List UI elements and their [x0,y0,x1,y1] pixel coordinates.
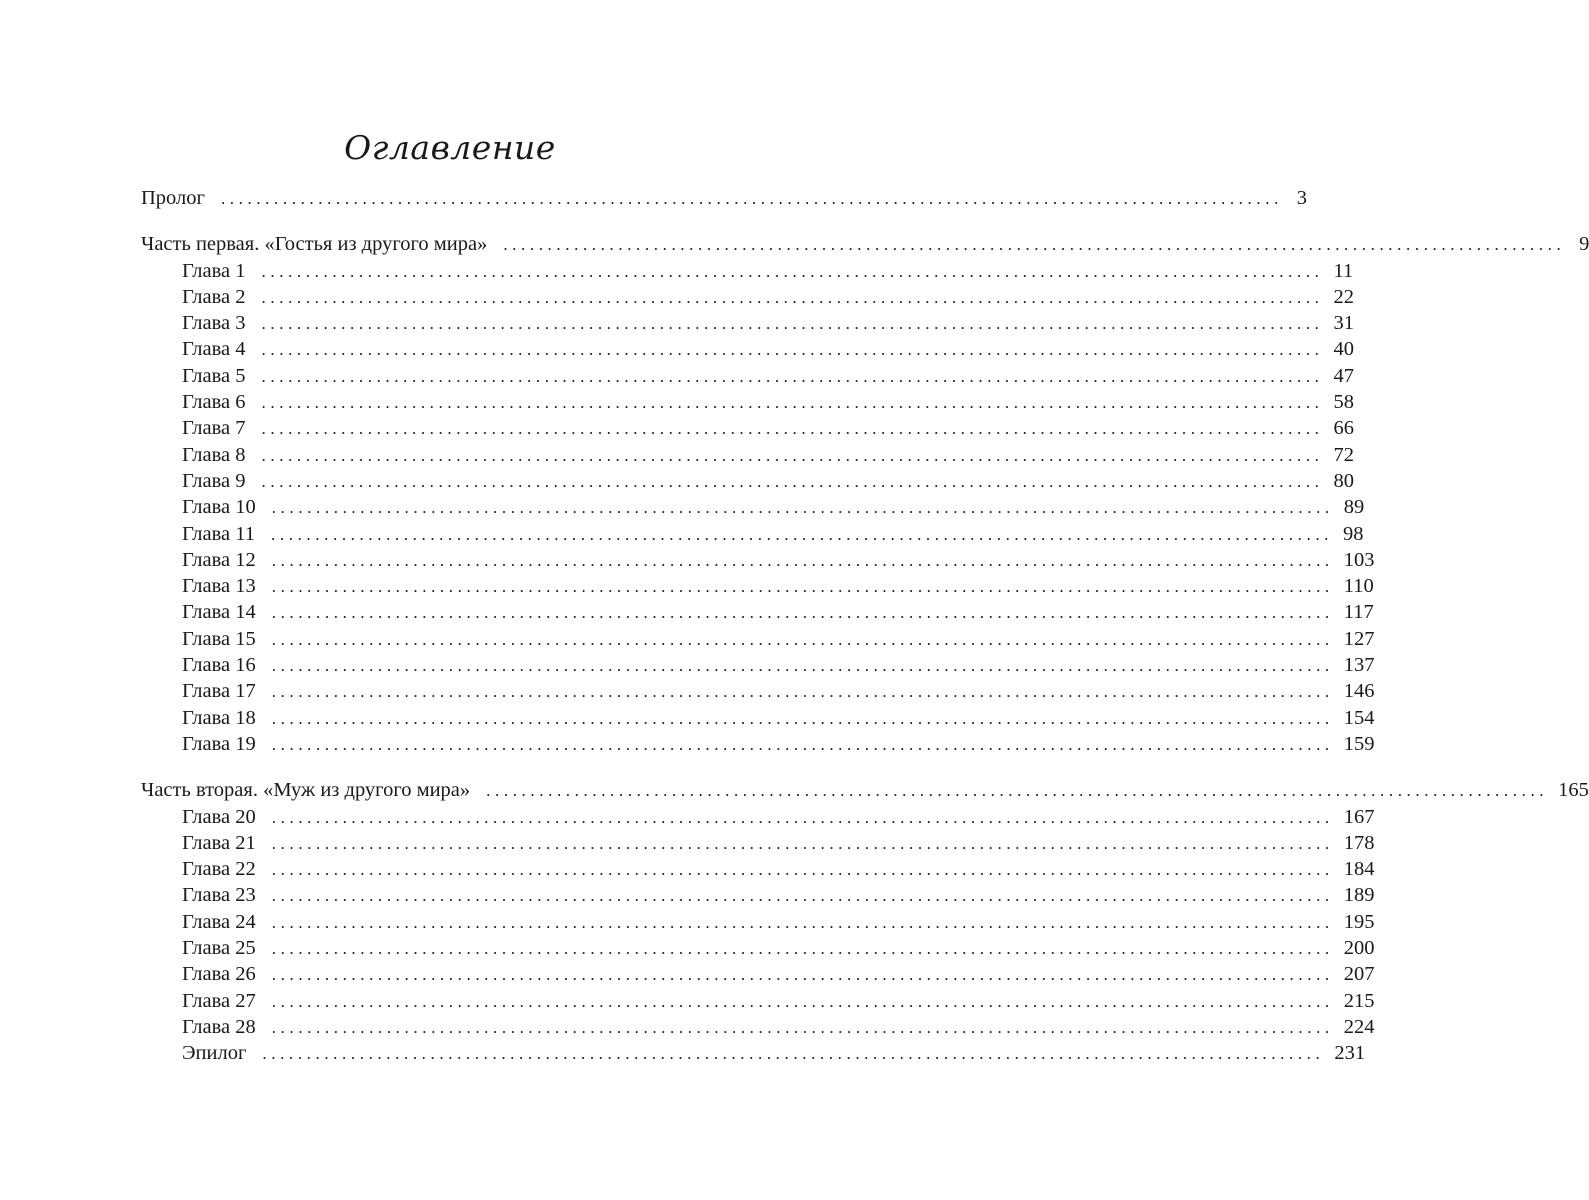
dot-leader: ........................................................................................................................ [261,471,1324,491]
toc-chapter-entry [141,678,1375,704]
toc-entry-label: Глава 10 [182,496,256,519]
toc-chapter-entry [141,909,1375,935]
toc-page-number: 189 [1343,884,1375,907]
toc-page-number: 72 [1333,443,1355,466]
dot-leader: ........................................................................................................................ [271,886,1334,906]
dot-leader: ........................................................................................................................ [271,550,1334,570]
dot-leader: ........................................................................................................................ [261,366,1324,386]
dot-leader: ........................................................................................................................ [271,603,1334,623]
toc-page-number: 80 [1333,469,1355,492]
toc-chapter-entry [141,468,1355,494]
toc-page-number: 154 [1343,706,1375,729]
toc-page-number: 224 [1343,1015,1375,1038]
toc-chapter-entry [141,830,1375,856]
toc-entry-label: Пролог [141,187,205,209]
toc-entry-label: Глава 22 [182,858,256,881]
toc-chapter-entry [141,988,1375,1014]
toc-page-number: 66 [1333,417,1355,440]
toc-entry-label: Часть первая. «Гостья из другого мира» [141,233,488,256]
dot-leader: ........................................................................................................................ [271,912,1334,932]
table-of-contents [141,185,1589,1067]
dot-leader: ........................................................................................................................ [271,498,1334,518]
toc-entry-label: Часть вторая. «Муж из другого мира» [141,779,471,802]
toc-page-number: 98 [1343,522,1364,545]
toc-page-number: 89 [1343,496,1365,519]
toc-chapter-entry [141,336,1355,362]
toc-chapter-entry [141,652,1375,678]
toc-page-number: 110 [1343,575,1374,598]
toc-chapter-entry [141,284,1355,310]
toc-entry-label: Глава 21 [182,831,256,854]
toc-page-number: 22 [1333,285,1355,308]
toc-chapter-entry [141,573,1374,599]
dot-leader: ........................................................................................................................ [271,629,1334,649]
toc-chapter-entry [141,547,1375,573]
toc-chapter-entry [141,415,1355,441]
toc-entry-label: Глава 2 [182,285,246,308]
toc-chapter-entry [141,1014,1375,1040]
toc-page-number: 47 [1333,364,1355,387]
toc-entry-label: Эпилог [182,1042,247,1065]
toc-entry-label: Глава 13 [182,575,256,598]
dot-leader: ........................................................................................................................ [271,734,1334,754]
toc-page-number: 58 [1333,391,1355,414]
toc-page-number: 159 [1343,732,1375,755]
toc-entry-label: Глава 6 [182,391,246,414]
dot-leader: ........................................................................................................................ [271,577,1334,597]
toc-entry-label: Глава 4 [182,338,246,361]
toc-entry-label: Глава 3 [182,312,246,335]
dot-leader: ........................................................................................................................ [271,1017,1334,1037]
dot-leader: ........................................................................................................................ [271,807,1334,827]
toc-entry-label: Глава 12 [182,548,256,571]
toc-entry-label: Глава 16 [182,654,256,677]
toc-entry-label: Глава 27 [182,989,256,1012]
toc-page-number: 165 [1558,779,1589,802]
toc-page-number: 9 [1579,233,1589,256]
toc-entry-label: Глава 14 [182,601,256,624]
dot-leader: ........................................................................................................................ [220,189,1283,208]
toc-entry-label: Глава 18 [182,706,256,729]
toc-entry-label: Глава 7 [182,417,246,440]
dot-leader: ........................................................................................................................ [261,393,1324,413]
toc-section-entry [141,777,1589,803]
toc-entry-label: Глава 28 [182,1015,256,1038]
toc-entry-label: Глава 5 [182,364,246,387]
toc-chapter-entry [141,705,1375,731]
toc-page-number: 117 [1343,601,1374,624]
toc-entry-label: Глава 26 [182,963,256,986]
toc-entry-label: Глава 24 [182,910,256,933]
toc-entry-label: Глава 1 [182,259,246,282]
toc-chapter-entry [141,363,1355,389]
dot-leader: ........................................................................................................................ [271,991,1334,1011]
toc-entry-label: Глава 23 [182,884,256,907]
toc-entry-label: Глава 19 [182,732,256,755]
toc-chapter-entry [141,258,1354,284]
toc-page-number: 146 [1343,680,1375,703]
toc-entry-label: Глава 15 [182,627,256,650]
toc-page-number: 127 [1343,627,1375,650]
toc-chapter-entry [141,882,1375,908]
dot-leader: ........................................................................................................................ [271,656,1334,676]
dot-leader: ........................................................................................................................ [486,781,1549,801]
toc-chapter-entry [141,731,1375,757]
toc-entry-label: Глава 9 [182,469,246,492]
toc-section-entry [141,231,1589,257]
page-title: Оглавление [344,128,556,167]
toc-page-number: 184 [1343,858,1375,881]
toc-chapter-entry [141,961,1375,987]
toc-chapter-entry [141,856,1375,882]
toc-chapter-entry [141,935,1375,961]
toc-chapter-entry [141,494,1365,520]
dot-leader: ........................................................................................................................ [271,682,1334,702]
toc-entry-label: Глава 17 [182,680,256,703]
toc-entry-label: Глава 11 [182,522,256,545]
toc-entry-label: Глава 20 [182,805,256,828]
toc-chapter-entry [141,804,1375,830]
dot-leader: ........................................................................................................................ [271,965,1334,985]
toc-page-number: 200 [1343,937,1375,960]
dot-leader: ........................................................................................................................ [261,287,1324,307]
toc-page-number: 195 [1343,910,1375,933]
toc-page-number: 11 [1333,259,1354,282]
toc-chapter-entry [141,626,1375,652]
toc-page-number: 167 [1343,805,1375,828]
dot-leader: ........................................................................................................................ [261,419,1324,439]
toc-page-number: 207 [1343,963,1375,986]
dot-leader: ........................................................................................................................ [261,314,1324,334]
dot-leader: ........................................................................................................................ [261,445,1324,465]
toc-page-number: 3 [1296,187,1307,209]
toc-page-number: 31 [1333,312,1355,335]
dot-leader: ........................................................................................................................ [262,1044,1325,1064]
dot-leader: ........................................................................................................................ [271,833,1334,853]
toc-chapter-entry [141,521,1364,547]
toc-page-number: 215 [1343,989,1375,1012]
toc-chapter-entry [141,599,1374,625]
dot-leader: ........................................................................................................................ [271,708,1334,728]
dot-leader: ........................................................................................................................ [503,235,1566,255]
toc-page-number: 40 [1333,338,1355,361]
dot-leader: ........................................................................................................................ [271,939,1334,959]
dot-leader: ........................................................................................................................ [261,340,1324,360]
toc-chapter-entry [141,442,1355,468]
toc-chapter-entry [141,1040,1366,1066]
toc-entry-label: Глава 25 [182,937,256,960]
toc-page-number: 231 [1334,1042,1366,1065]
toc-entry-label: Глава 8 [182,443,246,466]
toc-chapter-entry [141,389,1355,415]
toc-page-number: 103 [1343,548,1375,571]
toc-chapter-entry [141,310,1355,336]
dot-leader: ........................................................................................................................ [271,524,1334,544]
dot-leader: ........................................................................................................................ [271,860,1334,880]
dot-leader: ........................................................................................................................ [261,261,1324,281]
toc-page-number: 137 [1343,654,1375,677]
toc-section-entry [141,185,1307,211]
toc-page-number: 178 [1343,831,1375,854]
